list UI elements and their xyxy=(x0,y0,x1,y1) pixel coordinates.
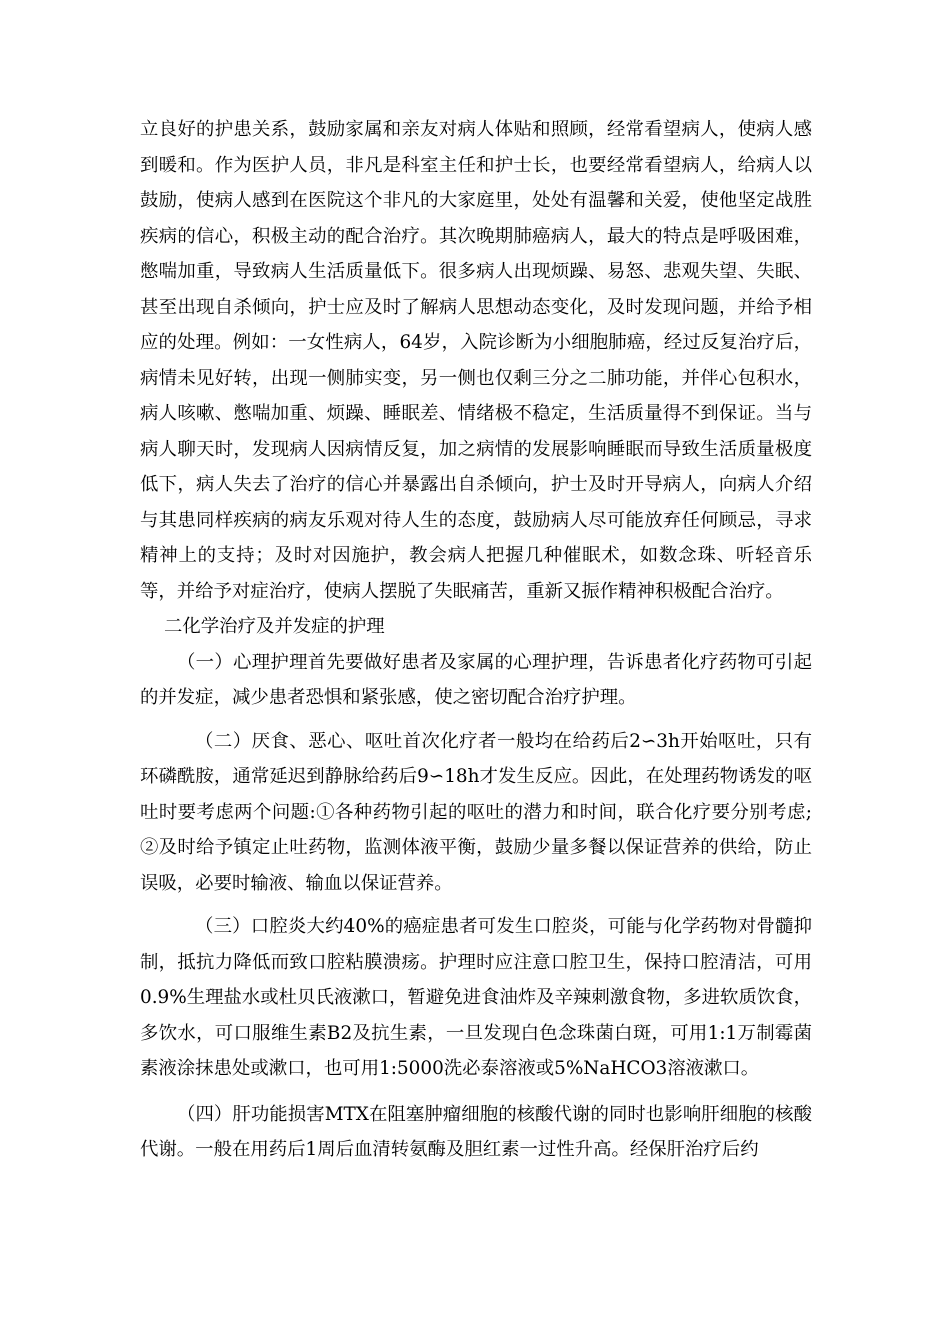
paragraph-item-2: （二）厌食、恶心、呕吐首次化疗者一般均在给药后2∽3h开始呕吐，只有环磷酰胺，通常延迟到静脉给药后9∽18h才发生反应。因此，在处理药物诱发的呕吐时要考虑两个问题:①各种药物引起的呕吐的潜力和时间，联合化疗要分别考虑;②及时给予镇定止吐药物，监测体液平衡，鼓励少量多餐以保证营养的供给，防止误吸，必要时输液、输血以保证营养。 xyxy=(140,730,812,894)
paragraph-item-1: （一）心理护理首先要做好患者及家属的心理护理，告诉患者化疗药物可引起的并发症，减少患者恐惧和紧张感，使之密切配合治疗护理。 xyxy=(140,651,812,708)
paragraph-item-4: （四）肝功能损害MTX在阻塞肿瘤细胞的核酸代谢的同时也影响肝细胞的核酸代谢。一般在用药后1周后血清转氨酶及胆红素一过性升高。经保肝治疗后约 xyxy=(140,1103,812,1160)
paragraph-continuation: 立良好的护患关系，鼓励家属和亲友对病人体贴和照顾，经常看望病人，使病人感到暖和。作为医护人员，非凡是科室主任和护士长，也要经常看望病人，给病人以鼓励，使病人感到在医院这个非凡的大家庭里，处处有温馨和关爱，使他坚定战胜疾病的信心，积极主动的配合治疗。其次晚期肺癌病人，最大的特点是呼吸困难，憋喘加重，导致病人生活质量低下。很多病人出现烦躁、易怒、悲观失望、失眠、甚至出现自杀倾向，护士应及时了解病人思想动态变化，及时发现问题，并给予相应的处理。例如：一女性病人，64岁，入院诊断为小细胞肺癌，经过反复治疗后，病情未见好转，出现一侧肺实变，另一侧也仅剩三分之二肺功能，并伴心包积水，病人咳嗽、憋喘加重、烦躁、睡眠差、情绪极不稳定，生活质量得不到保证。当与病人聊天时，发现病人因病情反复，加之病情的发展影响睡眠而导致生活质量极度低下，病人失去了治疗的信心并暴露出自杀倾向，护士及时开导病人，向病人介绍与其患同样疾病的病友乐观对待人生的态度，鼓励病人尽可能放弃任何顾忌，寻求精神上的支持；及时对因施护，教会病人把握几种催眠术，如数念珠、听轻音乐等，并给予对症治疗，使病人摆脱了失眠痛苦，重新又振作精神积极配合治疗。 xyxy=(140,119,812,602)
paragraph-item-3: （三）口腔炎大约40%的癌症患者可发生口腔炎，可能与化学药物对骨髓抑制，抵抗力降低而致口腔粘膜溃疡。护理时应注意口腔卫生，保持口腔清洁，可用0.9%生理盐水或杜贝氏液漱口，暂避免进食油炸及辛辣刺激食物，多进软质饮食，多饮水，可口服维生素B2及抗生素，一旦发现白色念珠菌白斑，可用1:1万制霉菌素液涂抹患处或漱口，也可用1:5000洗必泰溶液或5%NaHCO3溶液漱口。 xyxy=(140,916,813,1079)
document-body xyxy=(140,112,812,1168)
section-heading: 二化学治疗及并发症的护理 xyxy=(164,616,385,637)
